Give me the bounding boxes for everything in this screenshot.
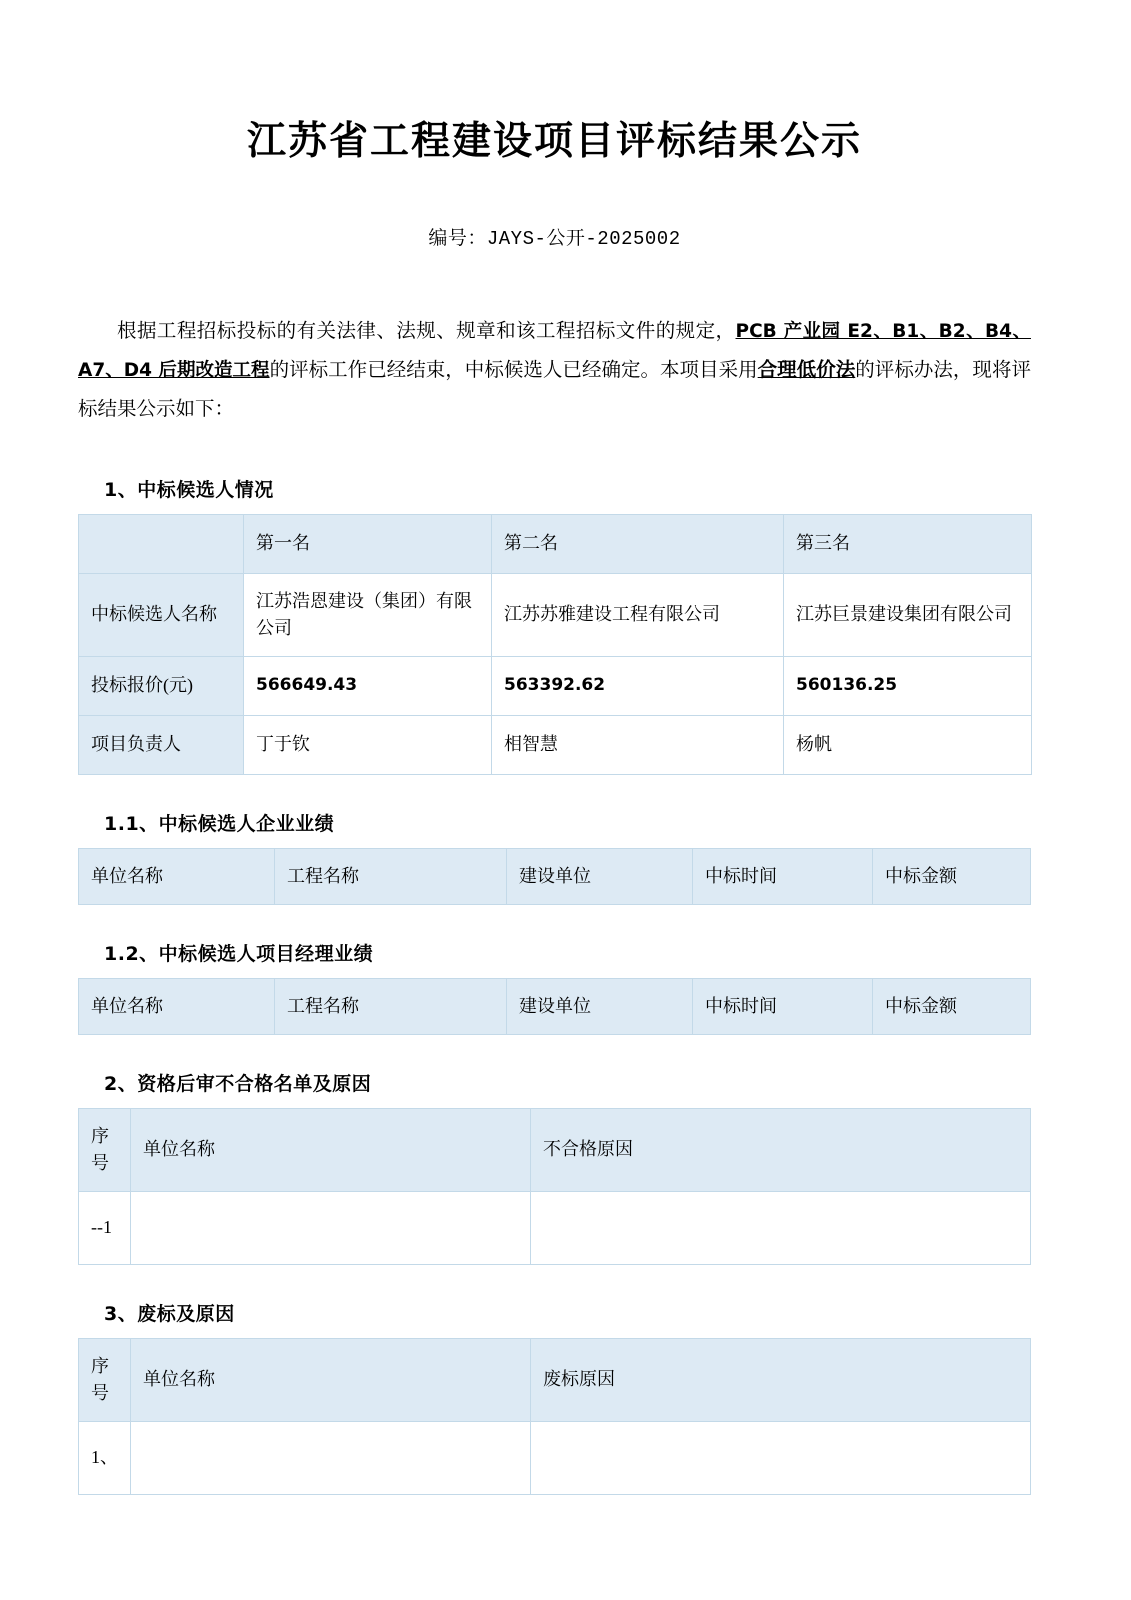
intro-paragraph [78,312,1031,429]
project-name: PCB 产业园 E2、B1、B2、B4、A7、D4 后期改造工程 [78,320,1031,381]
void-row-seq: 1、 [79,1421,131,1494]
mp-header-award-amount: 中标金额 [873,978,1031,1034]
dq-row-seq: --1 [79,1191,131,1264]
dq-header-unit: 单位名称 [131,1108,531,1191]
bid-price-1: 566649.43 [244,656,492,715]
page-title: 江苏省工程建设项目评标结果公示 [246,119,862,164]
table-row [79,1338,1031,1421]
mp-header-award-time: 中标时间 [693,978,873,1034]
void-header-reason: 废标原因 [531,1338,1031,1421]
candidate-name-1: 江苏浩恩建设（集团）有限公司 [244,573,492,656]
table-row [79,573,1032,656]
candidates-table [78,514,1032,775]
table-row [79,715,1032,774]
ep-header-award-amount: 中标金额 [873,848,1031,904]
table-row [79,978,1031,1034]
void-header-seq: 序号 [79,1338,131,1421]
evaluation-method: 合理低价法 [757,359,856,381]
ep-header-project: 工程名称 [275,848,507,904]
enterprise-performance-table [78,848,1031,905]
ep-header-award-time: 中标时间 [693,848,873,904]
void-header-unit: 单位名称 [131,1338,531,1421]
section-title-manager-performance: 1.2、中标候选人项目经理业绩 [104,942,374,965]
dq-row-reason [531,1191,1031,1264]
section-title-void-bids: 3、废标及原因 [104,1302,235,1325]
mp-header-project: 工程名称 [275,978,507,1034]
table-row [79,1421,1031,1494]
candidate-name-2: 江苏苏雅建设工程有限公司 [492,573,784,656]
section-title-enterprise-performance: 1.1、中标候选人企业业绩 [104,812,335,835]
candidate-name-3: 江苏巨景建设集团有限公司 [784,573,1032,656]
mp-header-unit: 单位名称 [79,978,275,1034]
void-row-unit [131,1421,531,1494]
document-number: 编号：JAYS-公开-2025002 [428,227,681,250]
rank-header-first: 第一名 [244,514,492,573]
table-row [79,514,1032,573]
section-title-candidates: 1、中标候选人情况 [104,478,274,501]
rank-header-third: 第三名 [784,514,1032,573]
intro-part2: 的评标工作已经结束，中标候选人已经确定。本项目采用 [269,359,758,381]
intro-part3: 的评标办法，现将评标结果公示如下： [78,359,1031,420]
row-label-project-manager: 项目负责人 [79,715,244,774]
section-title-disqualified: 2、资格后审不合格名单及原因 [104,1072,372,1095]
row-label-bid-price: 投标报价(元) [79,656,244,715]
void-row-reason [531,1421,1031,1494]
table-row [79,848,1031,904]
table-row [79,656,1032,715]
manager-performance-table [78,978,1031,1035]
bid-price-3: 560136.25 [784,656,1032,715]
rank-header-second: 第二名 [492,514,784,573]
ep-header-owner: 建设单位 [507,848,693,904]
void-bids-table [78,1338,1031,1495]
bid-price-2: 563392.62 [492,656,784,715]
dq-header-reason: 不合格原因 [531,1108,1031,1191]
rank-header-empty [79,514,244,573]
intro-part1: 根据工程招标投标的有关法律、法规、规章和该工程招标文件的规定， [117,320,736,342]
dq-header-seq: 序号 [79,1108,131,1191]
table-row [79,1108,1031,1191]
row-label-candidate-name: 中标候选人名称 [79,573,244,656]
ep-header-unit: 单位名称 [79,848,275,904]
table-row [79,1191,1031,1264]
disqualified-table [78,1108,1031,1265]
dq-row-unit [131,1191,531,1264]
project-manager-3: 杨帆 [784,715,1032,774]
project-manager-1: 丁于钦 [244,715,492,774]
mp-header-owner: 建设单位 [507,978,693,1034]
project-manager-2: 相智慧 [492,715,784,774]
